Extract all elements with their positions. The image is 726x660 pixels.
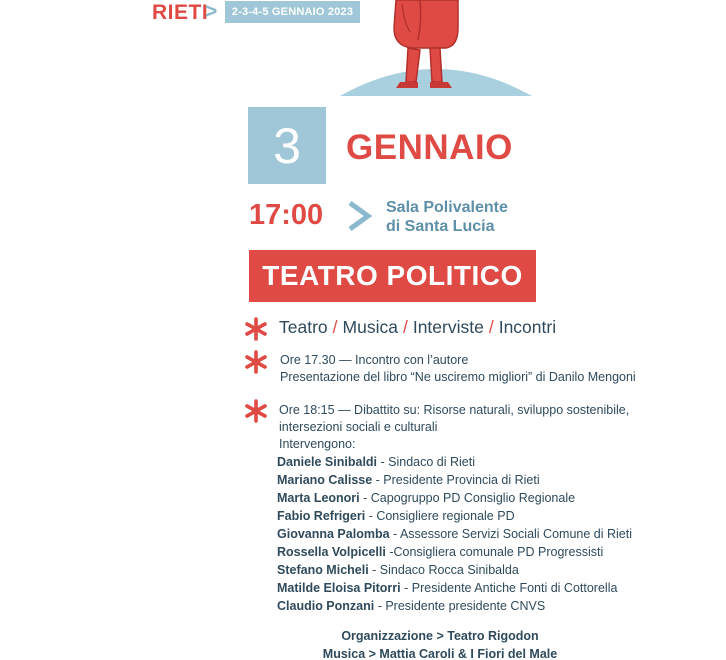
speaker-role: - Consigliere regionale PD	[365, 509, 515, 523]
speaker-role: - Sindaco Rocca Sinibalda	[368, 563, 519, 577]
category-teatro: Teatro	[279, 317, 328, 337]
asterisk-icon	[243, 316, 269, 342]
venue-line-1: Sala Polivalente	[386, 199, 508, 216]
speaker-row	[277, 453, 632, 471]
speaker-role: - Presidente Provincia di Rieti	[372, 473, 540, 487]
speaker-row	[277, 561, 632, 579]
speakers-list	[277, 453, 632, 615]
month-label: GENNAIO	[346, 128, 513, 167]
speaker-role: - Presidente Antiche Fonti di Cottorella	[400, 581, 618, 595]
program-item-book-presentation	[280, 352, 636, 386]
speaker-name: Rossella Volpicelli	[277, 545, 386, 559]
speaker-row	[277, 543, 632, 561]
city-name: RIETI	[152, 1, 209, 24]
speaker-name: Marta Leonori	[277, 491, 360, 505]
speaker-row	[277, 471, 632, 489]
speaker-role: - Capogruppo PD Consiglio Regionale	[359, 491, 576, 505]
speaker-name: Claudio Ponzani	[277, 599, 375, 613]
program-item-description: Presentazione del libro “Ne usciremo migliori” di Danilo Mengoni	[280, 370, 636, 384]
speaker-row	[277, 507, 632, 525]
category-separator: /	[332, 317, 338, 337]
speaker-row	[277, 525, 632, 543]
speakers-label: Intervengono:	[279, 437, 356, 451]
speaker-row	[277, 597, 632, 615]
speaker-name: Daniele Sinibaldi	[277, 455, 378, 469]
category-incontri: Incontri	[498, 317, 557, 337]
city-arrow: >	[205, 0, 218, 23]
program-item-description: intersezioni sociali e culturali	[279, 420, 438, 434]
event-title-banner: TEATRO POLITICO	[249, 250, 536, 302]
speaker-name: Mariano Calisse	[277, 473, 373, 487]
event-venue	[386, 198, 508, 236]
speaker-name: Stefano Micheli	[277, 563, 369, 577]
credit-music: Musica > Mattia Caroli & I Fiori del Male	[322, 647, 558, 660]
category-interviste: Interviste	[412, 317, 484, 337]
speaker-name: Giovanna Palomba	[277, 527, 390, 541]
credit-organization: Organizzazione > Teatro Rigodon	[341, 629, 539, 643]
speaker-row	[277, 579, 632, 597]
program-item-debate	[279, 402, 629, 453]
venue-line-2: di Santa Lucia	[386, 218, 495, 235]
speaker-role: -Consigliera comunale PD Progressisti	[385, 545, 604, 559]
category-musica: Musica	[342, 317, 398, 337]
speaker-name: Matilde Eloisa Pitorri	[277, 581, 401, 595]
category-separator: /	[488, 317, 494, 337]
day-number-box: 3	[248, 107, 326, 184]
speaker-role: - Assessore Servizi Sociali Comune di Rieti	[389, 527, 632, 541]
speaker-name: Fabio Refrigeri	[277, 509, 366, 523]
figure-illustration	[340, 0, 532, 96]
asterisk-icon	[243, 398, 269, 424]
event-categories	[279, 317, 556, 338]
credits	[300, 627, 580, 660]
category-separator: /	[402, 317, 408, 337]
speaker-row	[277, 489, 632, 507]
speaker-role: - Sindaco di Rieti	[377, 455, 475, 469]
chevron-right-icon	[345, 200, 373, 232]
festival-dates-badge: 2-3-4-5 GENNAIO 2023	[225, 1, 360, 23]
speaker-role: - Presidente presidente CNVS	[374, 599, 546, 613]
program-item-time-line: Ore 18:15 — Dibattito su: Risorse naturali, sviluppo sostenibile,	[279, 403, 630, 417]
asterisk-icon	[243, 349, 269, 375]
program-item-time-line: Ore 17.30 — Incontro con l’autore	[280, 353, 469, 367]
event-time: 17:00	[249, 199, 324, 231]
